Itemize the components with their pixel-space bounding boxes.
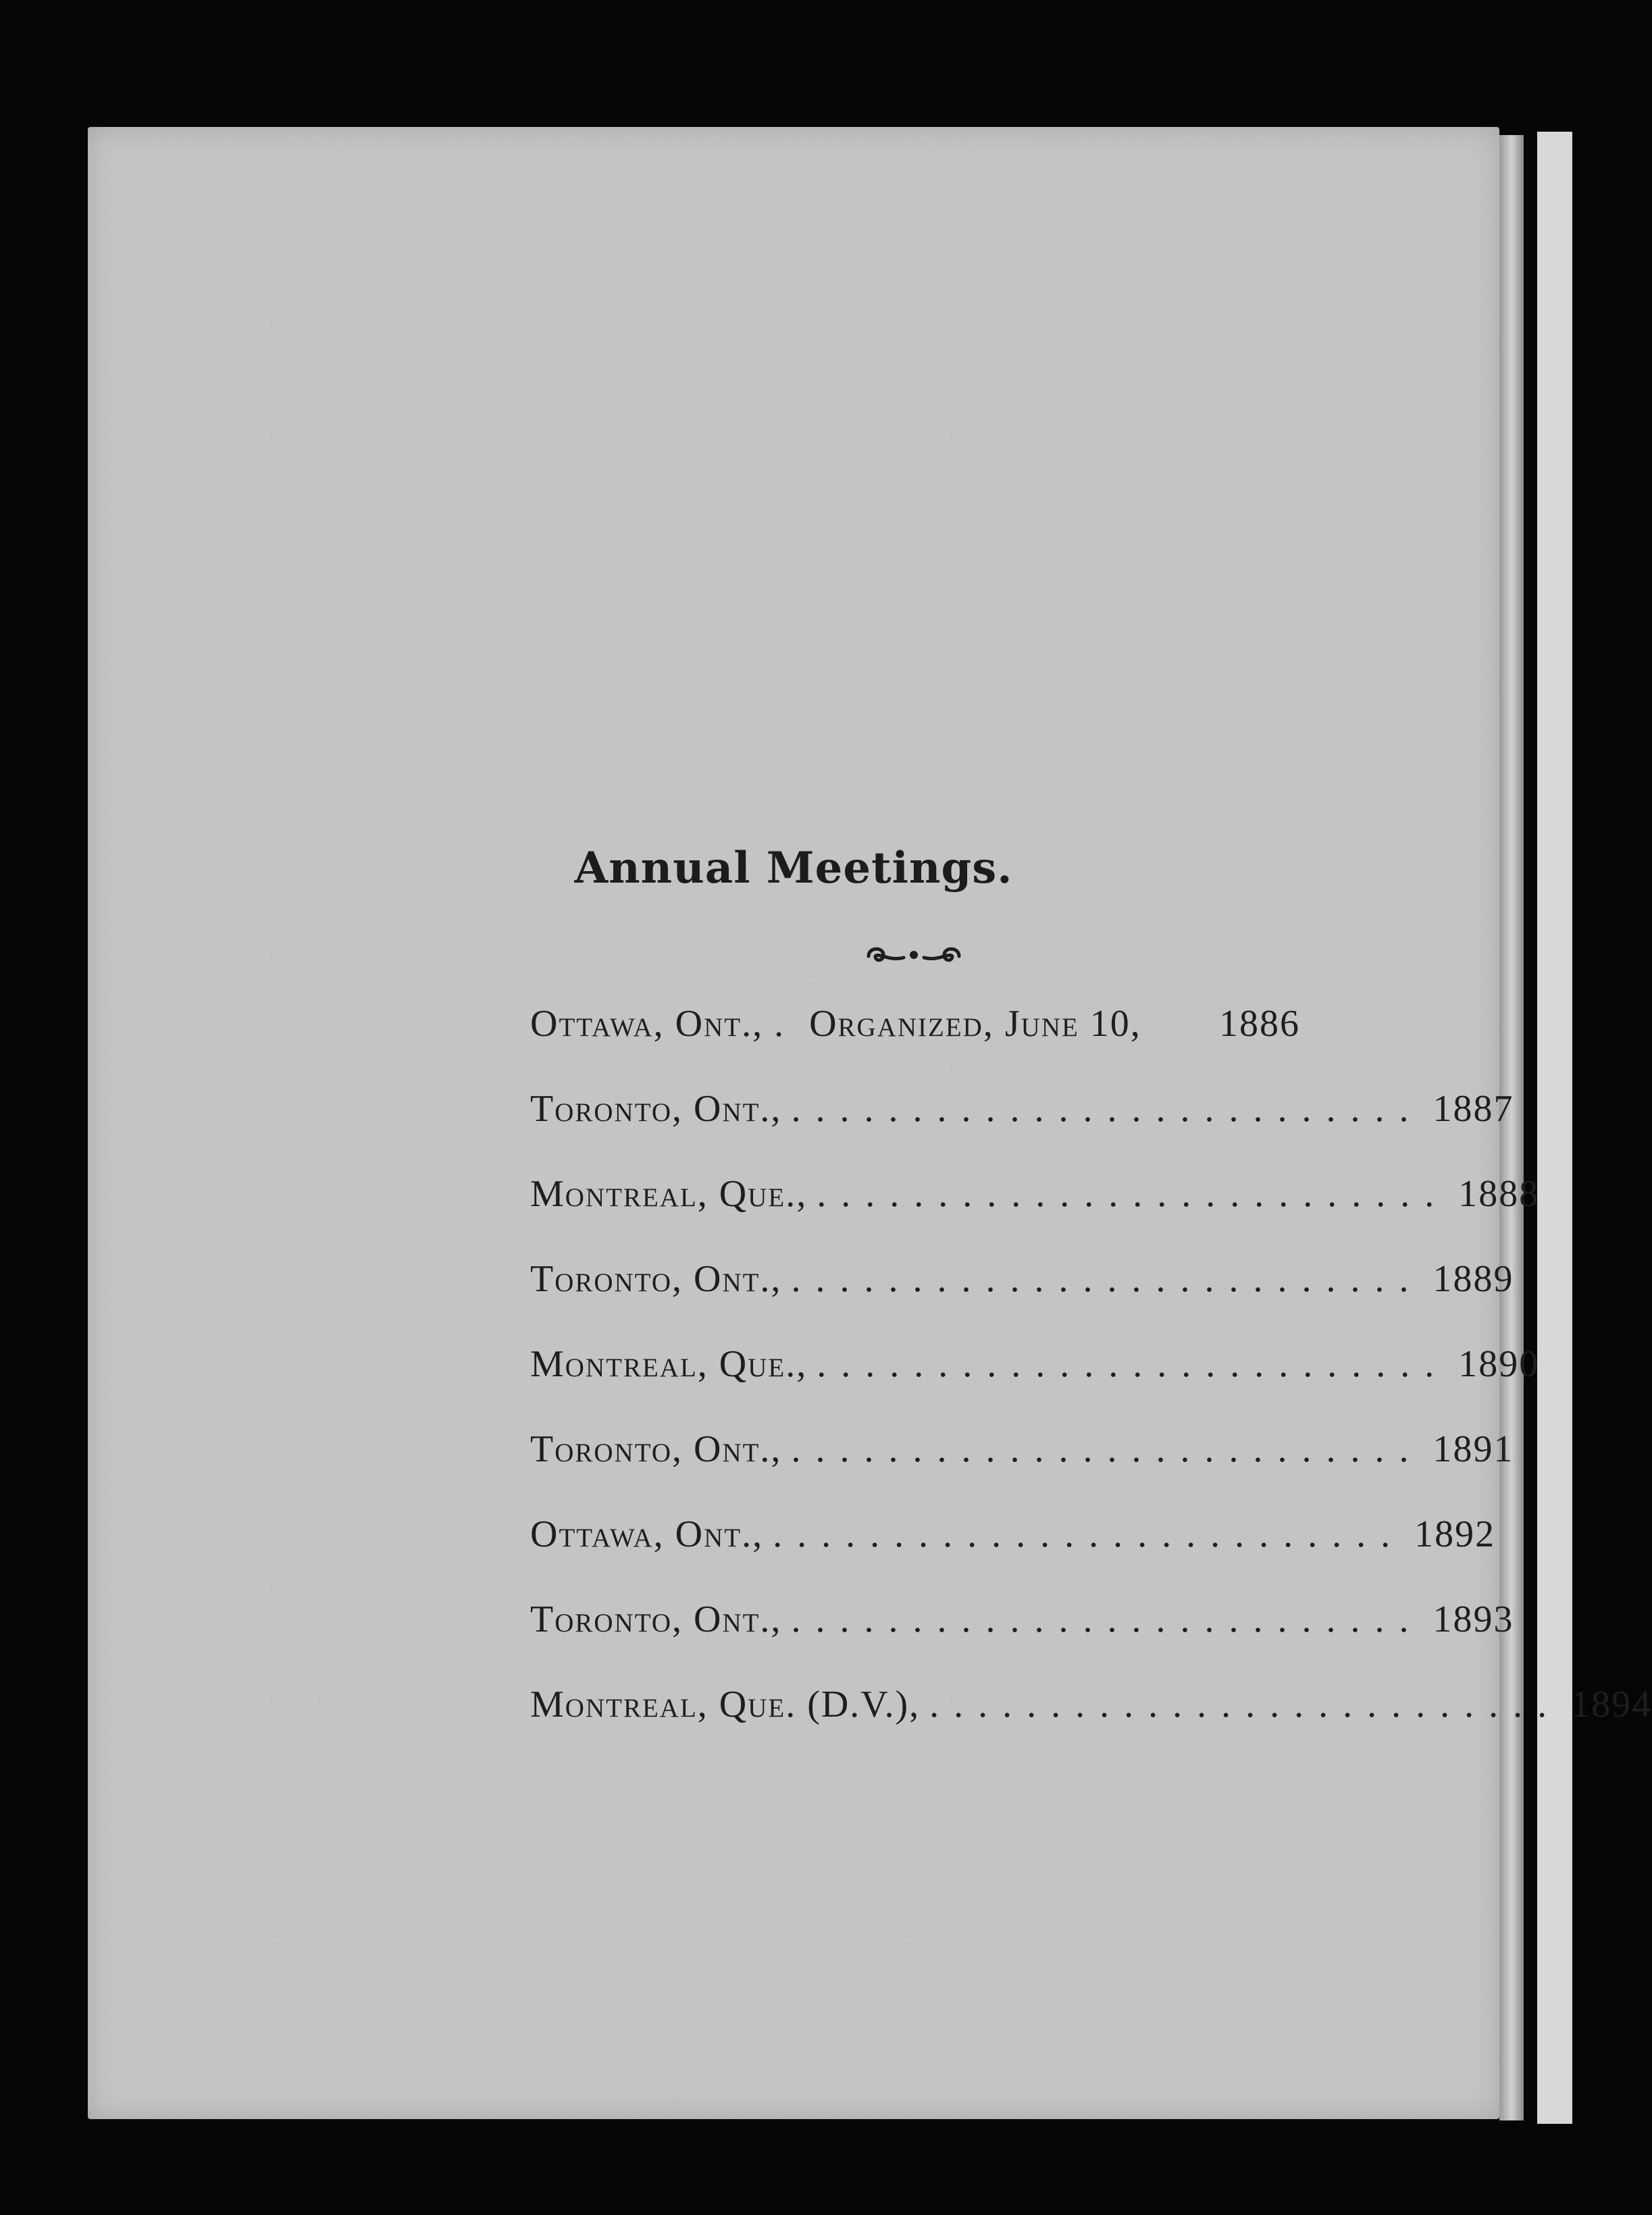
meeting-year: 1886 xyxy=(1219,1003,1300,1045)
meetings-list xyxy=(530,1002,1652,1768)
meeting-place: Ottawa, Ont., xyxy=(530,1513,764,1555)
meeting-row xyxy=(530,1257,1514,1343)
meeting-year: 1891 xyxy=(1432,1428,1514,1470)
dot-leader: .......................... xyxy=(791,1428,1424,1470)
document-page xyxy=(88,127,1652,2119)
meeting-year: 1894 xyxy=(1571,1684,1652,1725)
dot-leader: .......................... xyxy=(817,1173,1449,1215)
meeting-note: Organized, June 10, xyxy=(809,1003,1141,1045)
meeting-row xyxy=(530,1172,1540,1257)
meeting-row xyxy=(530,1683,1652,1768)
meeting-row xyxy=(530,1598,1514,1683)
meeting-row xyxy=(530,1002,1300,1087)
meeting-place: Toronto, Ont., xyxy=(530,1088,782,1130)
adjacent-page-strip xyxy=(1537,132,1572,2124)
meeting-year: 1887 xyxy=(1432,1088,1514,1130)
meeting-place: Montreal, Que., xyxy=(530,1343,808,1385)
meeting-place: Toronto, Ont., xyxy=(530,1258,782,1300)
meeting-place: Montreal, Que. (D.V.), xyxy=(530,1684,921,1725)
dot-leader: .......................... xyxy=(791,1598,1424,1640)
meeting-year: 1889 xyxy=(1432,1258,1514,1300)
meeting-place: Ottawa, Ont., . xyxy=(530,1003,785,1045)
meeting-year: 1893 xyxy=(1432,1598,1514,1640)
meeting-place: Montreal, Que., xyxy=(530,1173,808,1215)
meeting-row xyxy=(530,1428,1514,1513)
dot-leader: .......................... xyxy=(773,1513,1405,1555)
dot-leader: .......................... xyxy=(817,1343,1449,1385)
meeting-place: Toronto, Ont., xyxy=(530,1428,782,1470)
meeting-row xyxy=(530,1087,1514,1172)
dot-leader: .......................... xyxy=(929,1684,1562,1725)
meeting-year: 1888 xyxy=(1458,1173,1540,1215)
meeting-year: 1890 xyxy=(1458,1343,1540,1385)
meeting-place: Toronto, Ont., xyxy=(530,1598,782,1640)
dot-leader: .......................... xyxy=(791,1258,1424,1300)
ornament-icon xyxy=(863,941,964,968)
meeting-row xyxy=(530,1513,1496,1598)
meeting-row xyxy=(530,1343,1540,1428)
page-title: Annual Meetings. xyxy=(574,843,1013,893)
dot-leader: .......................... xyxy=(791,1088,1424,1130)
meeting-year: 1892 xyxy=(1414,1513,1496,1555)
